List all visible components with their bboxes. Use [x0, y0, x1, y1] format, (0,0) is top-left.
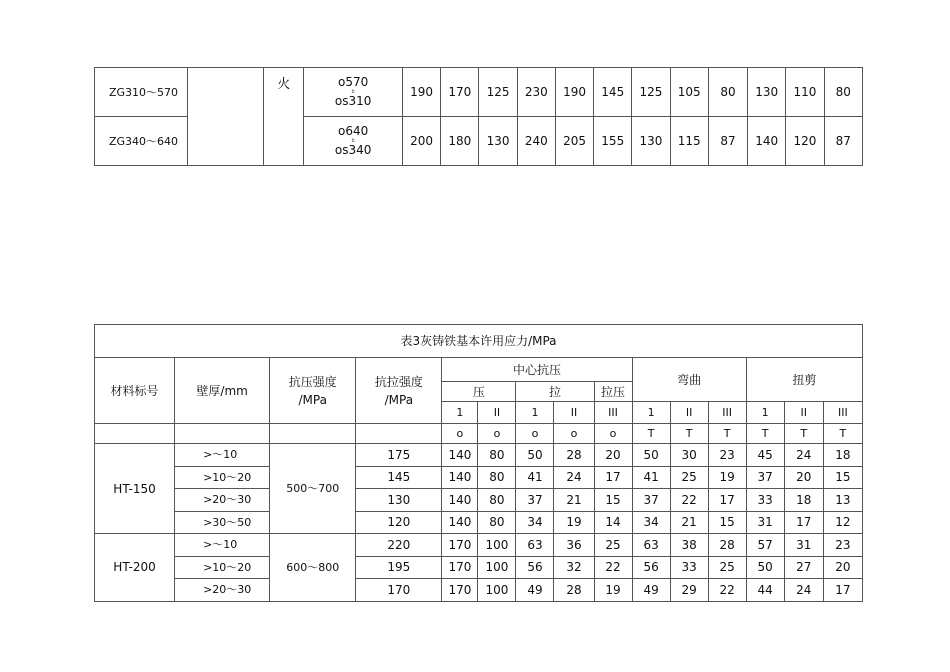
allowable-stress-cell: 80 — [478, 489, 516, 512]
compressive-strength-header — [270, 358, 356, 424]
header-line: 抗拉强度 — [374, 374, 423, 389]
gray-cast-iron-table — [94, 324, 863, 602]
wall-thickness-cell: >10～20 — [175, 556, 270, 579]
subscript-mark: b — [351, 89, 355, 95]
wall-thickness-cell: >20～30 — [175, 579, 270, 602]
value-cell: 230 — [517, 68, 555, 117]
strength-cell — [304, 68, 403, 117]
allowable-stress-cell: 41 — [516, 466, 554, 489]
tensile-strength-cell: 145 — [356, 466, 442, 489]
wall-thickness-cell: >20～30 — [175, 489, 270, 512]
yield-strength-label: os310 — [334, 94, 372, 108]
compression-header: 压 — [442, 382, 516, 402]
allowable-stress-cell: 17 — [708, 489, 746, 512]
value-cell: 190 — [555, 68, 593, 117]
load-class-cell: III — [594, 402, 632, 424]
cast-steel-table — [94, 67, 863, 166]
value-cell: 110 — [786, 68, 824, 117]
stress-symbol-cell: o — [478, 424, 516, 444]
stress-symbol-cell: T — [632, 424, 670, 444]
allowable-stress-cell: 17 — [823, 579, 862, 602]
allowable-stress-cell: 28 — [554, 444, 594, 467]
value-cell: 115 — [670, 117, 708, 166]
grade-cell: ZG310～570 — [95, 68, 188, 117]
wall-thickness-cell: >～10 — [175, 534, 270, 557]
allowable-stress-cell: 56 — [516, 556, 554, 579]
allowable-stress-cell: 56 — [632, 556, 670, 579]
tension-compression-header: 拉压 — [594, 382, 632, 402]
allowable-stress-cell: 31 — [746, 511, 784, 534]
tensile-strength-cell: 220 — [356, 534, 442, 557]
value-cell: 200 — [402, 117, 440, 166]
load-class-cell: 1 — [442, 402, 478, 424]
header-unit: /MPa — [384, 392, 414, 407]
value-cell: 125 — [479, 68, 517, 117]
allowable-stress-cell: 33 — [746, 489, 784, 512]
allowable-stress-cell: 140 — [442, 511, 478, 534]
allowable-stress-cell: 37 — [516, 489, 554, 512]
value-cell: 80 — [824, 68, 862, 117]
table-row — [95, 444, 863, 467]
allowable-stress-cell: 100 — [478, 556, 516, 579]
allowable-stress-cell: 13 — [823, 489, 862, 512]
material-grade-cell: HT-150 — [95, 444, 175, 534]
load-class-cell: 1 — [632, 402, 670, 424]
tension-header: 拉 — [516, 382, 594, 402]
tensile-strength-cell: 170 — [356, 579, 442, 602]
value-cell: 205 — [555, 117, 593, 166]
allowable-stress-cell: 45 — [746, 444, 784, 467]
blank-cell — [187, 68, 263, 166]
allowable-stress-cell: 18 — [823, 444, 862, 467]
load-class-cell: 1 — [516, 402, 554, 424]
allowable-stress-cell: 80 — [478, 466, 516, 489]
allowable-stress-cell: 19 — [708, 466, 746, 489]
torsion-shear-header: 扭剪 — [746, 358, 862, 402]
stress-symbol-cell: o — [554, 424, 594, 444]
value-cell: 240 — [517, 117, 555, 166]
load-class-cell: 1 — [746, 402, 784, 424]
allowable-stress-cell: 34 — [632, 511, 670, 534]
value-cell: 130 — [632, 117, 670, 166]
allowable-stress-cell: 38 — [670, 534, 708, 557]
allowable-stress-cell: 17 — [594, 466, 632, 489]
allowable-stress-cell: 50 — [516, 444, 554, 467]
heat-treatment-cell: 火 — [264, 68, 304, 166]
value-cell: 105 — [670, 68, 708, 117]
stress-symbol-cell: T — [823, 424, 862, 444]
allowable-stress-cell: 63 — [516, 534, 554, 557]
allowable-stress-cell: 57 — [746, 534, 784, 557]
wall-thickness-cell: >～10 — [175, 444, 270, 467]
tensile-strength-label: o640 — [338, 124, 369, 139]
allowable-stress-cell: 17 — [784, 511, 823, 534]
load-class-cell: III — [708, 402, 746, 424]
allowable-stress-cell: 15 — [823, 466, 862, 489]
stress-symbol-cell: T — [708, 424, 746, 444]
allowable-stress-cell: 25 — [708, 556, 746, 579]
allowable-stress-cell: 27 — [784, 556, 823, 579]
allowable-stress-cell: 140 — [442, 489, 478, 512]
load-class-cell: II — [554, 402, 594, 424]
value-cell: 120 — [786, 117, 824, 166]
value-cell: 125 — [632, 68, 670, 117]
allowable-stress-cell: 21 — [670, 511, 708, 534]
header-line: 抗压强度 — [288, 374, 337, 389]
allowable-stress-cell: 170 — [442, 579, 478, 602]
allowable-stress-cell: 34 — [516, 511, 554, 534]
allowable-stress-cell: 140 — [442, 444, 478, 467]
load-class-cell: II — [478, 402, 516, 424]
blank-cell — [175, 424, 270, 444]
stress-symbol-cell: T — [746, 424, 784, 444]
allowable-stress-cell: 15 — [708, 511, 746, 534]
allowable-stress-cell: 24 — [554, 466, 594, 489]
allowable-stress-cell: 18 — [784, 489, 823, 512]
tensile-strength-cell: 175 — [356, 444, 442, 467]
table-row — [95, 556, 863, 579]
allowable-stress-cell: 14 — [594, 511, 632, 534]
table-row — [95, 511, 863, 534]
blank-cell — [95, 424, 175, 444]
allowable-stress-cell: 15 — [594, 489, 632, 512]
allowable-stress-cell: 28 — [708, 534, 746, 557]
wall-thickness-cell: >10～20 — [175, 466, 270, 489]
stress-symbol-cell: T — [670, 424, 708, 444]
allowable-stress-cell: 20 — [823, 556, 862, 579]
bending-header: 弯曲 — [632, 358, 746, 402]
allowable-stress-cell: 33 — [670, 556, 708, 579]
allowable-stress-cell: 22 — [594, 556, 632, 579]
allowable-stress-cell: 50 — [632, 444, 670, 467]
allowable-stress-cell: 30 — [670, 444, 708, 467]
blank-cell — [356, 424, 442, 444]
center-compression-header: 中心抗压 — [442, 358, 632, 382]
allowable-stress-cell: 23 — [708, 444, 746, 467]
allowable-stress-cell: 29 — [670, 579, 708, 602]
wall-thickness-cell: >30～50 — [175, 511, 270, 534]
tensile-strength-header — [356, 358, 442, 424]
allowable-stress-cell: 25 — [670, 466, 708, 489]
allowable-stress-cell: 37 — [632, 489, 670, 512]
material-header: 材料标号 — [95, 358, 175, 424]
value-cell: 190 — [402, 68, 440, 117]
yield-strength-label: os340 — [334, 143, 372, 157]
tensile-strength-label: o570 — [338, 75, 369, 90]
compressive-strength-cell: 600～800 — [270, 534, 356, 602]
value-cell: 80 — [708, 68, 747, 117]
allowable-stress-cell: 19 — [554, 511, 594, 534]
value-cell: 170 — [441, 68, 479, 117]
allowable-stress-cell: 41 — [632, 466, 670, 489]
allowable-stress-cell: 170 — [442, 556, 478, 579]
table-row — [95, 579, 863, 602]
allowable-stress-cell: 20 — [784, 466, 823, 489]
allowable-stress-cell: 22 — [708, 579, 746, 602]
header-unit: /MPa — [298, 392, 327, 407]
blank-cell — [270, 424, 356, 444]
allowable-stress-cell: 44 — [746, 579, 784, 602]
tensile-strength-cell: 130 — [356, 489, 442, 512]
value-cell: 180 — [441, 117, 479, 166]
value-cell: 140 — [748, 117, 786, 166]
allowable-stress-cell: 25 — [594, 534, 632, 557]
allowable-stress-cell: 50 — [746, 556, 784, 579]
table-row — [95, 534, 863, 557]
allowable-stress-cell: 80 — [478, 511, 516, 534]
tensile-strength-cell: 120 — [356, 511, 442, 534]
table-row — [95, 68, 863, 117]
allowable-stress-cell: 170 — [442, 534, 478, 557]
value-cell: 155 — [594, 117, 632, 166]
subscript-mark: b — [351, 138, 355, 144]
load-class-cell: II — [784, 402, 823, 424]
stress-symbol-cell: o — [516, 424, 554, 444]
allowable-stress-cell: 49 — [516, 579, 554, 602]
allowable-stress-cell: 32 — [554, 556, 594, 579]
wall-header: 壁厚/mm — [175, 358, 270, 424]
table-caption: 表3灰铸铁基本许用应力/MPa — [95, 325, 863, 358]
grade-cell: ZG340～640 — [95, 117, 188, 166]
allowable-stress-cell: 22 — [670, 489, 708, 512]
table-row — [95, 489, 863, 512]
allowable-stress-cell: 100 — [478, 534, 516, 557]
allowable-stress-cell: 12 — [823, 511, 862, 534]
allowable-stress-cell: 28 — [554, 579, 594, 602]
allowable-stress-cell: 100 — [478, 579, 516, 602]
stress-symbol-cell: T — [784, 424, 823, 444]
table-row — [95, 466, 863, 489]
allowable-stress-cell: 80 — [478, 444, 516, 467]
value-cell: 145 — [594, 68, 632, 117]
value-cell: 87 — [824, 117, 862, 166]
value-cell: 87 — [708, 117, 747, 166]
allowable-stress-cell: 36 — [554, 534, 594, 557]
stress-symbol-cell: o — [442, 424, 478, 444]
load-class-cell: II — [670, 402, 708, 424]
value-cell: 130 — [748, 68, 786, 117]
allowable-stress-cell: 24 — [784, 444, 823, 467]
value-cell: 130 — [479, 117, 517, 166]
allowable-stress-cell: 19 — [594, 579, 632, 602]
tensile-strength-cell: 195 — [356, 556, 442, 579]
allowable-stress-cell: 21 — [554, 489, 594, 512]
allowable-stress-cell: 20 — [594, 444, 632, 467]
allowable-stress-cell: 31 — [784, 534, 823, 557]
allowable-stress-cell: 63 — [632, 534, 670, 557]
stress-symbol-cell: o — [594, 424, 632, 444]
material-grade-cell: HT-200 — [95, 534, 175, 602]
allowable-stress-cell: 140 — [442, 466, 478, 489]
allowable-stress-cell: 23 — [823, 534, 862, 557]
allowable-stress-cell: 37 — [746, 466, 784, 489]
allowable-stress-cell: 24 — [784, 579, 823, 602]
allowable-stress-cell: 49 — [632, 579, 670, 602]
load-class-cell: III — [823, 402, 862, 424]
compressive-strength-cell: 500～700 — [270, 444, 356, 534]
strength-cell — [304, 117, 403, 166]
